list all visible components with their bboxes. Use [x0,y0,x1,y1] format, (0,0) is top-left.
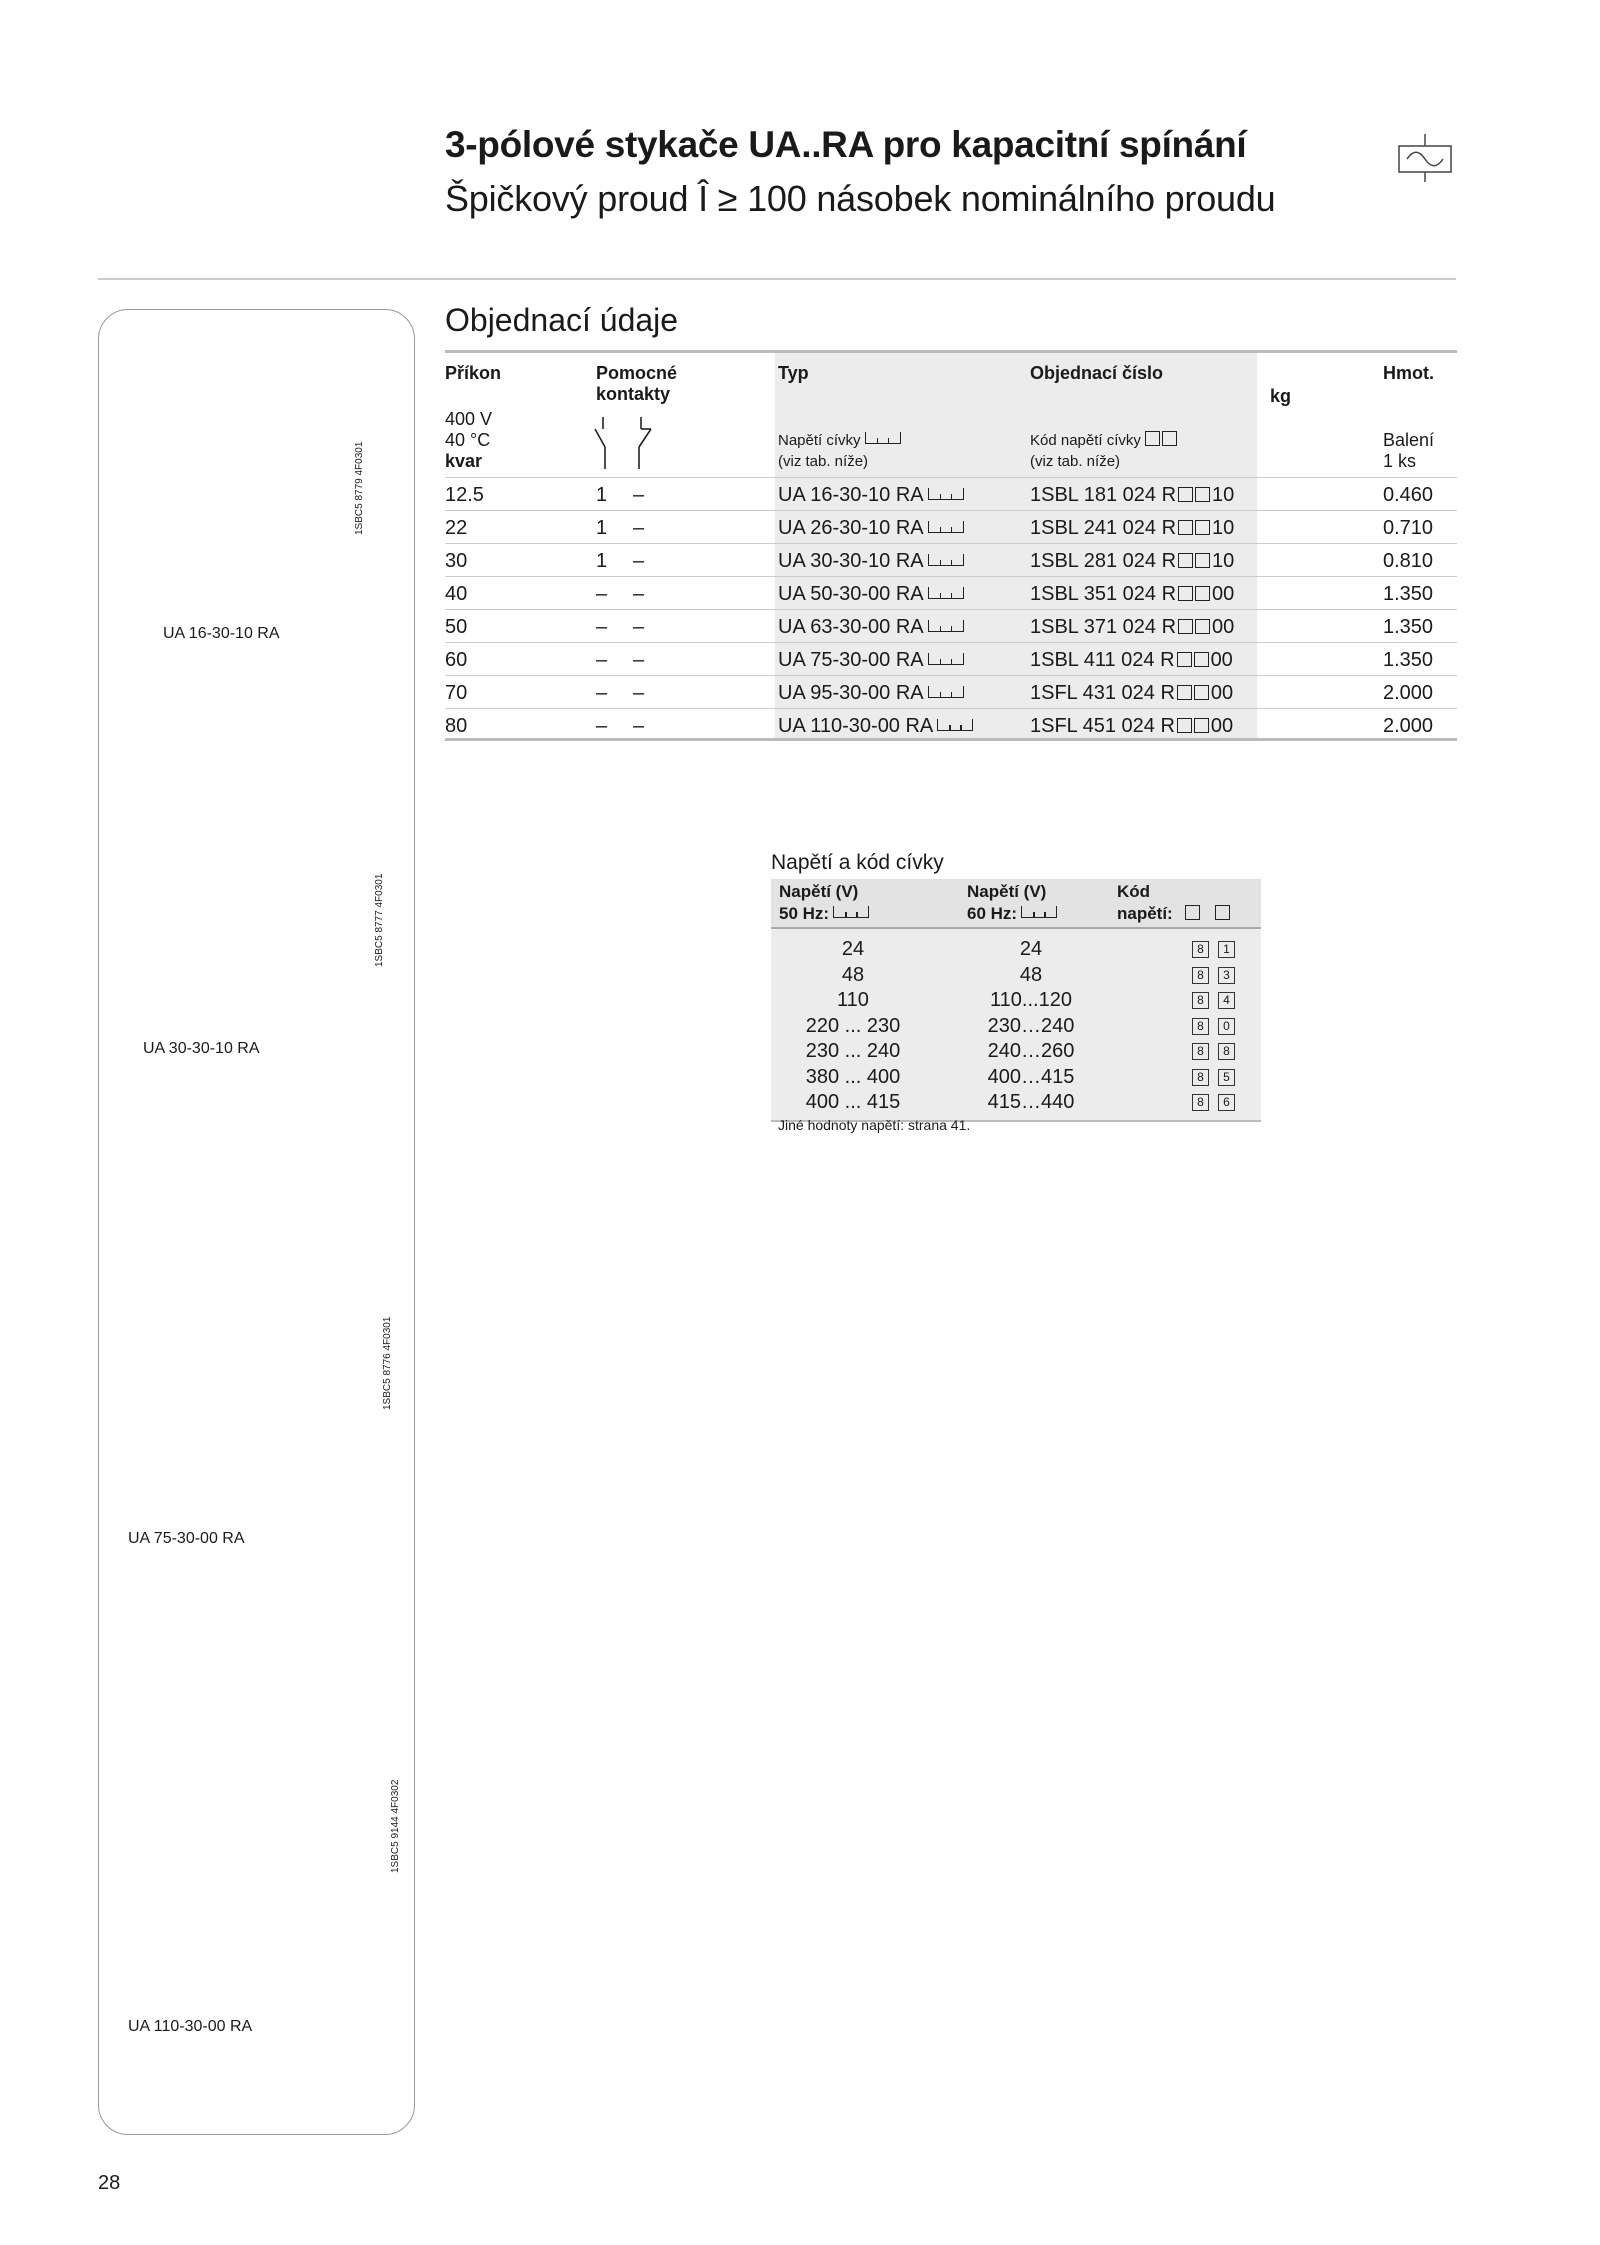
col-kg: kg [1270,386,1292,406]
cell-objednaci: 1SBL 351 024 R 00 [1030,583,1235,605]
cell-typ: UA 63-30-00 RA [778,616,964,639]
cell-kg: 1.350 [1383,583,1434,605]
table-row [771,937,1261,963]
cell-50hz: 220 ... 230 [805,1014,901,1037]
product-image-panel [98,309,415,2135]
image-code: 1SBC5 8776 4F0301 [382,1316,393,1410]
table-row [445,675,1457,708]
cell-kg: 2.000 [1383,715,1434,737]
cell-kvar: 80 [445,715,468,737]
code-digit-2: 8 [1218,1043,1235,1060]
code-digit-2: 4 [1218,992,1235,1009]
order-table-header [445,353,1457,477]
page-number: 28 [98,2172,121,2194]
cell-60hz: 48 [1019,963,1043,986]
cell-contact-1: – [596,682,608,704]
table-row [445,642,1457,675]
table-row [445,477,1457,510]
cell-kvar: 22 [445,517,468,539]
cell-typ: UA 75-30-00 RA [778,649,964,672]
cell-kod [1192,941,1235,958]
cell-contact-2: – [633,616,645,638]
cell-typ: UA 26-30-10 RA [778,517,964,540]
cell-contact-2: – [633,484,645,506]
cell-60hz: 415…440 [987,1091,1075,1113]
coil-table-header: Napětí (V) 50 Hz: Napětí (V) 60 Hz: Kód napětí: [771,879,1261,929]
code-digit-1: 8 [1192,1069,1209,1086]
image-code: 1SBC5 8779 4F0301 [354,441,365,535]
cell-60hz: 230…240 [987,1014,1075,1037]
table-row [445,576,1457,609]
cell-kvar: 12.5 [445,484,484,506]
image-caption: UA 110-30-00 RA [128,2018,253,2035]
prikon-unit: kvar [445,451,483,471]
cell-typ: UA 30-30-10 RA [778,550,964,573]
coil-table-title: Napětí a kód cívky [771,851,944,874]
cell-objednaci: 1SBL 411 024 R 00 [1030,649,1233,671]
cell-contact-2: – [633,715,645,737]
cell-kg: 0.810 [1383,550,1434,572]
cell-typ: UA 95-30-00 RA [778,682,964,705]
cell-objednaci: 1SFL 451 024 R 00 [1030,715,1234,737]
cell-contact-2: – [633,682,645,704]
cell-50hz: 24 [841,938,865,960]
cell-kod [1192,992,1235,1009]
coil-table [771,879,1261,1122]
table-row [445,708,1457,741]
image-code: 1SBC5 9144 4F0302 [390,1779,401,1873]
code-digit-2: 6 [1218,1094,1235,1111]
code-digit-2: 3 [1218,967,1235,984]
cell-contact-2: – [633,550,645,572]
cell-contact-1: 1 [596,517,608,539]
obj-sub: Kód napětí cívky [1030,430,1179,451]
cell-typ: UA 16-30-10 RA [778,484,964,507]
cell-60hz: 110...120 [990,989,1072,1011]
col-pomocne-2: kontakty [596,384,671,404]
code-digit-2: 1 [1218,941,1235,958]
cell-kg: 1.350 [1383,649,1434,671]
capacitor-switching-icon [1397,132,1455,184]
code-digit-1: 8 [1192,1018,1209,1035]
code-digit-1: 8 [1192,967,1209,984]
cell-objednaci: 1SBL 281 024 R 10 [1030,550,1235,572]
cell-contact-1: – [596,583,608,605]
section-title: Objednací údaje [445,302,679,338]
cell-contact-2: – [633,649,645,671]
cell-kvar: 50 [445,616,468,638]
baleni-ks: 1 ks [1383,451,1417,471]
col-objednaci: Objednací číslo [1030,363,1164,383]
coil-note: Jiné hodnoty napětí: strana 41. [778,1117,971,1133]
cell-contact-2: – [633,583,645,605]
cell-contact-2: – [633,517,645,539]
prikon-temp: 40 °C [445,430,491,450]
table-row [445,543,1457,576]
cell-50hz: 380 ... 400 [805,1065,901,1088]
cell-50hz: 48 [841,963,865,986]
cell-typ: UA 50-30-00 RA [778,583,964,606]
col-pomocne: Pomocné [596,363,678,383]
cell-60hz: 400…415 [987,1065,1075,1088]
table-row [771,1065,1261,1091]
table-row [771,963,1261,989]
baleni: Balení [1383,430,1435,450]
col-50hz: Napětí (V) [779,882,859,901]
cell-kod [1192,967,1235,984]
cell-kvar: 60 [445,649,468,671]
cell-objednaci: 1SBL 371 024 R 00 [1030,616,1235,638]
cell-kg: 0.710 [1383,517,1434,539]
col-hmot: Hmot. [1383,363,1434,383]
table-row [445,510,1457,543]
cell-60hz: 240…260 [987,1040,1075,1062]
cell-objednaci: 1SBL 241 024 R 10 [1030,517,1235,539]
table-row [445,609,1457,642]
image-caption: UA 16-30-10 RA [163,625,280,642]
cell-contact-1: 1 [596,484,608,506]
contact-symbol-icon [591,415,661,471]
cell-50hz: 230 ... 240 [805,1040,901,1062]
order-table [445,350,1457,741]
image-code: 1SBC5 8777 4F0301 [374,873,385,967]
cell-kod [1192,1094,1235,1111]
typ-sub: Napětí cívky [778,430,901,451]
col-60hz: Napětí (V) [967,882,1047,901]
table-row [771,1090,1261,1116]
cell-50hz: 400 ... 415 [805,1091,901,1113]
cell-kvar: 40 [445,583,468,605]
cell-contact-1: – [596,715,608,737]
cell-50hz: 110 [837,989,869,1011]
col-kod: Kód [1117,882,1151,901]
prikon-voltage: 400 V [445,409,493,429]
cell-kvar: 30 [445,550,468,572]
typ-sub2: (viz tab. níže) [778,453,869,470]
table-row [771,1039,1261,1065]
page-title: 3-pólové stykače UA..RA pro kapacitní spínání [445,124,1247,165]
image-caption: UA 30-30-10 RA [143,1040,260,1057]
code-digit-1: 8 [1192,1043,1209,1060]
obj-sub2: (viz tab. níže) [1030,453,1121,470]
cell-kg: 0.460 [1383,484,1434,506]
code-digit-2: 0 [1218,1018,1235,1035]
page-subtitle: Špičkový proud Î ≥ 100 násobek nominálního proudu [445,178,1276,219]
top-rule [98,278,1456,280]
cell-60hz: 24 [1019,938,1043,960]
cell-typ: UA 110-30-00 RA [778,715,973,738]
image-caption: UA 75-30-00 RA [128,1530,245,1547]
cell-kod [1192,1043,1235,1060]
cell-objednaci: 1SFL 431 024 R 00 [1030,682,1234,704]
code-digit-1: 8 [1192,941,1209,958]
cell-kod [1192,1018,1235,1035]
table-row [771,988,1261,1014]
code-digit-2: 5 [1218,1069,1235,1086]
code-digit-1: 8 [1192,992,1209,1009]
cell-kg: 2.000 [1383,682,1434,704]
cell-objednaci: 1SBL 181 024 R 10 [1030,484,1235,506]
cell-kod [1192,1069,1235,1086]
cell-kvar: 70 [445,682,468,704]
code-digit-1: 8 [1192,1094,1209,1111]
cell-kg: 1.350 [1383,616,1434,638]
col-prikon: Příkon [445,363,502,383]
cell-contact-1: 1 [596,550,608,572]
col-typ: Typ [778,363,809,383]
cell-contact-1: – [596,616,608,638]
table-row [771,1014,1261,1040]
cell-contact-1: – [596,649,608,671]
